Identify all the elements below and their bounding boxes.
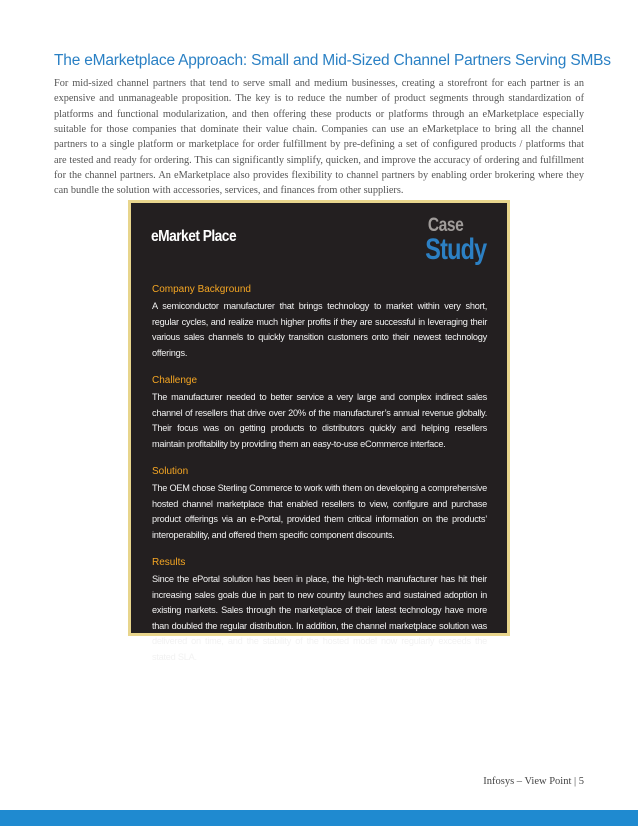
- page-footer: Infosys – View Point | 5: [483, 776, 584, 787]
- section-results: [152, 556, 487, 665]
- case-study-box: [128, 200, 510, 662]
- section-body: Since the ePortal solution has been in place, the high-tech manufacturer has hit their increasing sales goals due in part to new country launches and sustained adoption in existing markets. Sales through the marketplace of their latest technology have more than doubled the regular distribution. In addition, the channel marketplace solution was delivered on time, and the stability of the hosted model now regularly exceeds the stated SLA.: [152, 574, 487, 662]
- case-study-sections: [152, 283, 487, 678]
- intro-paragraph: For mid-sized channel partners that tend to serve small and medium businesses, creating a storefront for each partner is an expensive and unmanageable proposition. The key is to reduce the number of product segments through standardization of platforms and functional modularization, and then offering these products or platforms through an eMarketplace especially suitable for those companies that dominate their value chain. Companies can use an eMarketplace to bring all the channel partners to a single platform or marketplace for order fulfillment by pre-defining a set of configured products / platforms that are tested and ready for ordering. This can significantly simplify, quicken, and improve the accuracy of ordering and fulfillment for the channel partners. An eMarketplace also provides flexibility to channel partners by enabling order brokering where they can bundle the solution with accessories, services, and finances from other suppliers.: [54, 78, 584, 197]
- section-challenge: [152, 374, 487, 452]
- section-solution: [152, 465, 487, 543]
- section-body: The manufacturer needed to better service a very large and complex indirect sales channel of resellers that drive over 20% of the manufacturer’s annual revenue globally. Their focus was on getting products to distributors quickly and helping resellers maintain profitability by providing them an easy-to-use eCommerce interface.: [152, 392, 487, 449]
- case-label: Case: [427, 215, 463, 236]
- section-title: Challenge: [152, 375, 198, 386]
- section-body: The OEM chose Sterling Commerce to work with them on developing a comprehensive hosted channel marketplace that enabled resellers to view, configure and purchase product offerings via an e-Portal, provided them critical information on the products’ interoperability, and offered them specific component discounts.: [152, 483, 487, 540]
- section-heading: The eMarketplace Approach: Small and Mid-Sized Channel Partners Serving SMBs: [54, 52, 611, 69]
- section-body: A semiconductor manufacturer that brings technology to market within very short, regular cycles, and realize much higher profits if they are successful in leveraging their various sales channels to quickly transition customers onto their newest technology offerings.: [152, 301, 487, 358]
- section-title: Results: [152, 557, 186, 568]
- section-title: Company Background: [152, 284, 251, 295]
- case-study-title: eMarket Place: [151, 228, 237, 245]
- section-title: Solution: [152, 466, 189, 477]
- bottom-color-bar: [0, 810, 638, 826]
- study-label: Study: [424, 233, 486, 266]
- section-company-background: [152, 283, 487, 361]
